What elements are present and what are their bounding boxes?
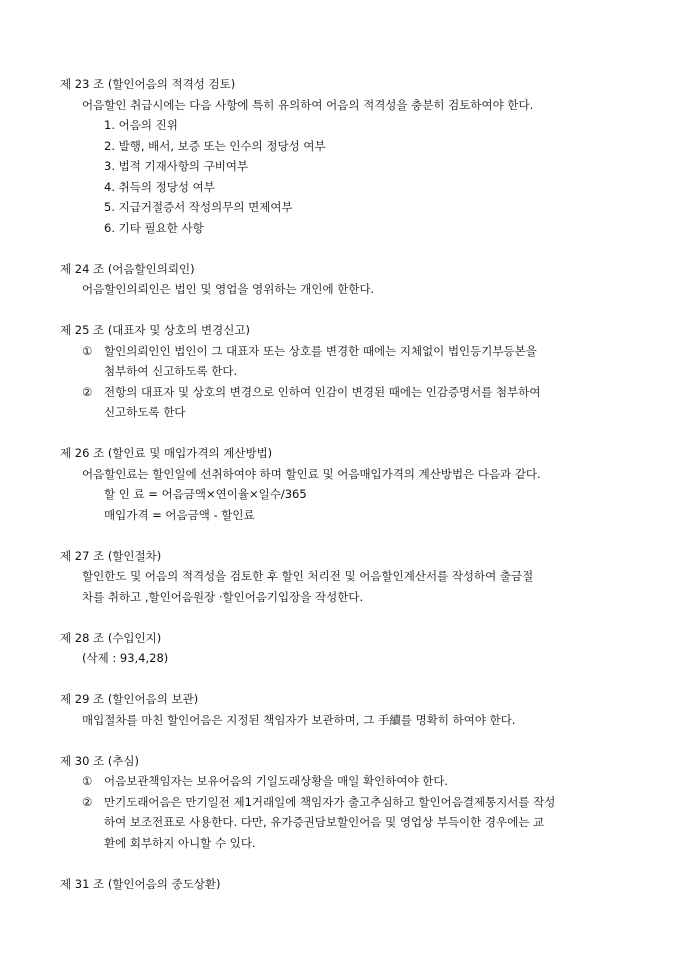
article-26 [60,443,630,525]
paragraph-text: 어음보관책임자는 보유어음의 기일도래상황을 매일 확인하여야 한다. [104,774,449,788]
article-27 [60,546,630,608]
paragraph-number: ① [82,343,93,358]
article-29 [60,689,630,730]
article-heading: 제 28 조 (수입인지) [60,630,162,645]
article-heading: 제 25 조 (대표자 및 상호의 변경신고) [60,323,250,337]
paragraph-text: 만기도래어음은 만기일전 제1거래일에 책임자가 출고추심하고 할인어음결제통지서를 작성 [104,794,556,809]
article-23 [60,74,630,238]
paragraph-text: 첨부하여 신고하도록 한다. [104,364,238,378]
paragraph-number: ② [82,794,93,809]
list-item: 6. 기타 필요한 사항 [104,220,204,235]
paragraph-text: 전항의 대표자 및 상호의 변경으로 인하여 인감이 변경된 때에는 인감증명서를 첨부하여 [104,384,541,399]
list-item: 5. 지급거절증서 작성의무의 면제여부 [104,200,293,214]
article-24 [60,259,630,300]
article-heading: 제 27 조 (할인절차) [60,548,162,563]
numbered-paragraph [82,771,630,792]
list-item: 1. 어음의 진위 [104,118,178,132]
article-28 [60,628,630,669]
article-30 [60,751,630,854]
article-25 [60,320,630,423]
paragraph-text: 할인의뢰인인 법인이 그 대표자 또는 상호를 변경한 때에는 지체없이 법인등기부등본을 [104,343,537,358]
article-body-line: 어음할인료는 할인일에 선취하여야 하며 할인료 및 어음매입가격의 계산방법은 다음과 같다. [82,466,541,481]
article-body-line: 할인한도 및 어음의 적격성을 검토한 후 할인 처리전 및 어음할인계산서를 작성하여 출금절 [82,569,534,583]
article-heading: 제 23 조 (할인어음의 적격성 검토) [60,77,236,91]
article-heading: 제 26 조 (할인료 및 매입가격의 계산방법) [60,446,273,460]
article-heading: 제 31 조 (할인어음의 중도상환) [60,876,221,891]
list-item: 2. 발행, 배서, 보증 또는 인수의 정당성 여부 [104,138,326,153]
article-body-line: 매입절차를 마친 할인어음은 지정된 책임자가 보관하며, 그 手續를 명확히 하여야 한다. [82,712,516,727]
paragraph-text: 환에 회부하지 아니할 수 있다. [104,835,256,850]
numbered-paragraph [82,382,630,403]
article-heading: 제 29 조 (할인어음의 보관) [60,692,199,706]
article-heading: 제 24 조 (어음할인의뢰인) [60,261,195,276]
formula-line: 할 인 료 = 어음금액×연이율×일수/365 [104,487,307,501]
article-body-line: (삭제 : 93,4,28) [82,651,169,665]
formula-line: 매입가격 = 어음금액 - 할인료 [104,507,255,522]
numbered-paragraph [82,341,630,362]
article-body-line: 차를 취하고 ,할인어음원장 ·할인어음기입장을 작성한다. [82,589,364,604]
paragraph-text: 하여 보조전표로 사용한다. 다만, 유가증권담보할인어음 및 영업상 부득이한 경우에는 교 [104,815,545,829]
article-body-line: 어음할인의뢰인은 법인 및 영업을 영위하는 개인에 한한다. [82,282,375,296]
article-heading: 제 30 조 (추심) [60,753,140,768]
list-item: 4. 취득의 정당성 여부 [104,179,215,194]
numbered-paragraph [82,792,630,813]
article-31 [60,874,630,895]
paragraph-text: 신고하도록 한다 [104,405,186,419]
paragraph-number: ① [82,774,93,788]
paragraph-number: ② [82,384,93,399]
article-body-line: 어음할인 취급시에는 다음 사항에 특히 유의하여 어음의 적격성을 충분히 검토하여야 한다. [82,97,534,112]
list-item: 3. 법적 기재사항의 구비여부 [104,159,249,173]
